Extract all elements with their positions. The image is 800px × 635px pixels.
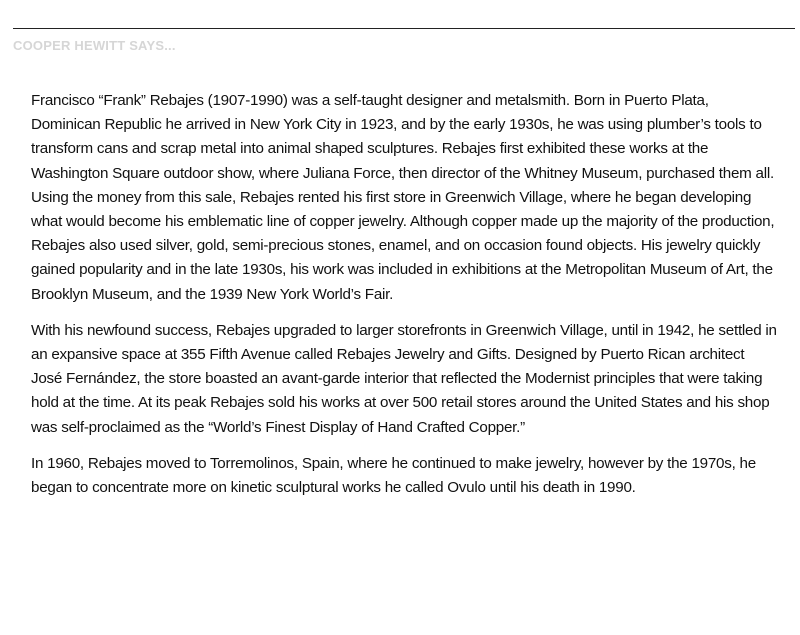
paragraph-2: With his newfound success, Rebajes upgraded to larger storefronts in Greenwich Village, until in 1942, he settled in an expansive space at 355 Fifth Avenue called Rebajes Jewelry and Gifts. Designed by Puerto Rican architect José Fernández, the store boasted an avant-garde interior that reflected the Modernist principles that were taking hold at the time. At its peak Rebajes sold his works at over 500 retail stores around the United States and his shop was self-proclaimed as the “World’s Finest Display of Hand Crafted Copper.” <box>31 321 777 436</box>
divider-line <box>13 28 795 29</box>
article-body <box>31 89 777 512</box>
paragraph-1: Francisco “Frank” Rebajes (1907-1990) was a self-taught designer and metalsmith. Born in Puerto Plata, Dominican Republic he arrived in New York City in 1923, and by the early 1930s, he was using plumber’s tools to transform cans and scrap metal into animal shaped sculptures. Rebajes first exhibited these works at the Washington Square outdoor show, where Juliana Force, then director of the Whitney Museum, purchased them all. Using the money from this sale, Rebajes rented his first store in Greenwich Village, where he began developing what would become his emblematic line of copper jewelry. Although copper made up the majority of the production, Rebajes also used silver, gold, semi-precious stones, enamel, and on occasion found objects. His jewelry quickly gained popularity and in the late 1930s, his work was included in exhibitions at the Metropolitan Museum of Art, the Brooklyn Museum, and the 1939 New York World’s Fair. <box>31 92 775 303</box>
paragraph-3: In 1960, Rebajes moved to Torremolinos, Spain, where he continued to make jewelry, however by the 1970s, he began to concentrate more on kinetic sculptural works he called Ovulo until his death in 1990. <box>31 454 756 497</box>
section-heading: COOPER HEWITT SAYS... <box>13 38 176 53</box>
